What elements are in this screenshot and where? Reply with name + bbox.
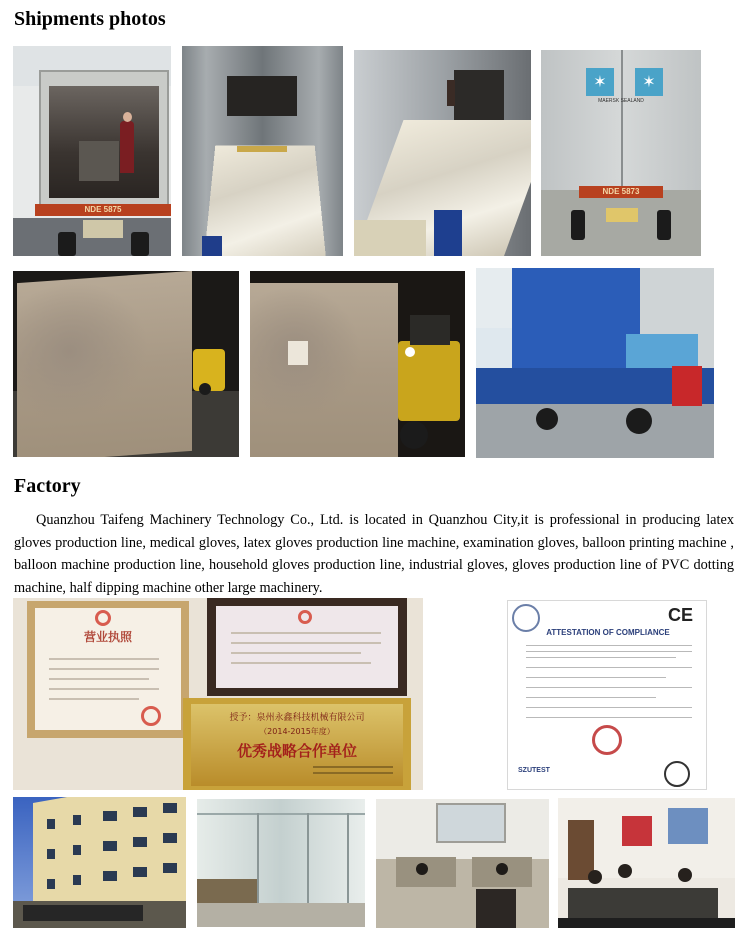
plaque-award: 优秀战略合作单位 — [236, 742, 357, 760]
plaque-recipient: 授予：泉州永鑫科技机械有限公司 — [229, 713, 365, 723]
shipments-heading: Shipments photos — [14, 8, 166, 30]
factory-photo-office-cubicles — [376, 799, 549, 928]
compliance-title: ATTESTATION OF COMPLIANCE — [546, 628, 670, 637]
shipment-photo-truck — [476, 268, 714, 458]
factory-photo-office-corridor — [197, 799, 365, 927]
factory-photo-meeting-room — [558, 798, 735, 928]
license-plate: NDE 5873 — [602, 187, 640, 196]
certificates-photo — [13, 598, 423, 790]
shipment-photo-container-rear — [541, 50, 701, 256]
license-title: 营业执照 — [83, 630, 132, 644]
container-brand: MAERSK SEALAND — [598, 98, 644, 104]
star-icon: ✶ — [642, 73, 656, 91]
factory-photo-building — [13, 797, 186, 928]
factory-description: Quanzhou Taifeng Machinery Technology Co., Ltd. is located in Quanzhou City,it is professional in producing latex gloves production line, medical gloves, latex gloves production line machine, examination gloves, balloon printing machine , balloon machine production line, household gloves production line, industrial gloves, gloves production line of PVC dotting machine, half dipping machine other large machinery. — [14, 512, 734, 596]
certifier-name: SZUTEST — [518, 767, 550, 774]
shipment-photo-crate-forklift — [13, 271, 239, 457]
shipment-photo-wrapped-machine — [182, 46, 343, 256]
factory-heading: Factory — [14, 475, 81, 497]
shipment-photo-crate-forklift-2 — [250, 271, 465, 457]
star-icon: ✶ — [593, 73, 607, 91]
plaque-year: （2014-2015年度） — [259, 727, 335, 736]
compliance-certificate — [507, 600, 707, 790]
license-plate: NDE 5875 — [84, 205, 122, 214]
shipment-photo-production-line — [354, 50, 531, 256]
shipment-photo-container-man — [13, 46, 171, 256]
ce-mark: CE — [668, 605, 694, 625]
